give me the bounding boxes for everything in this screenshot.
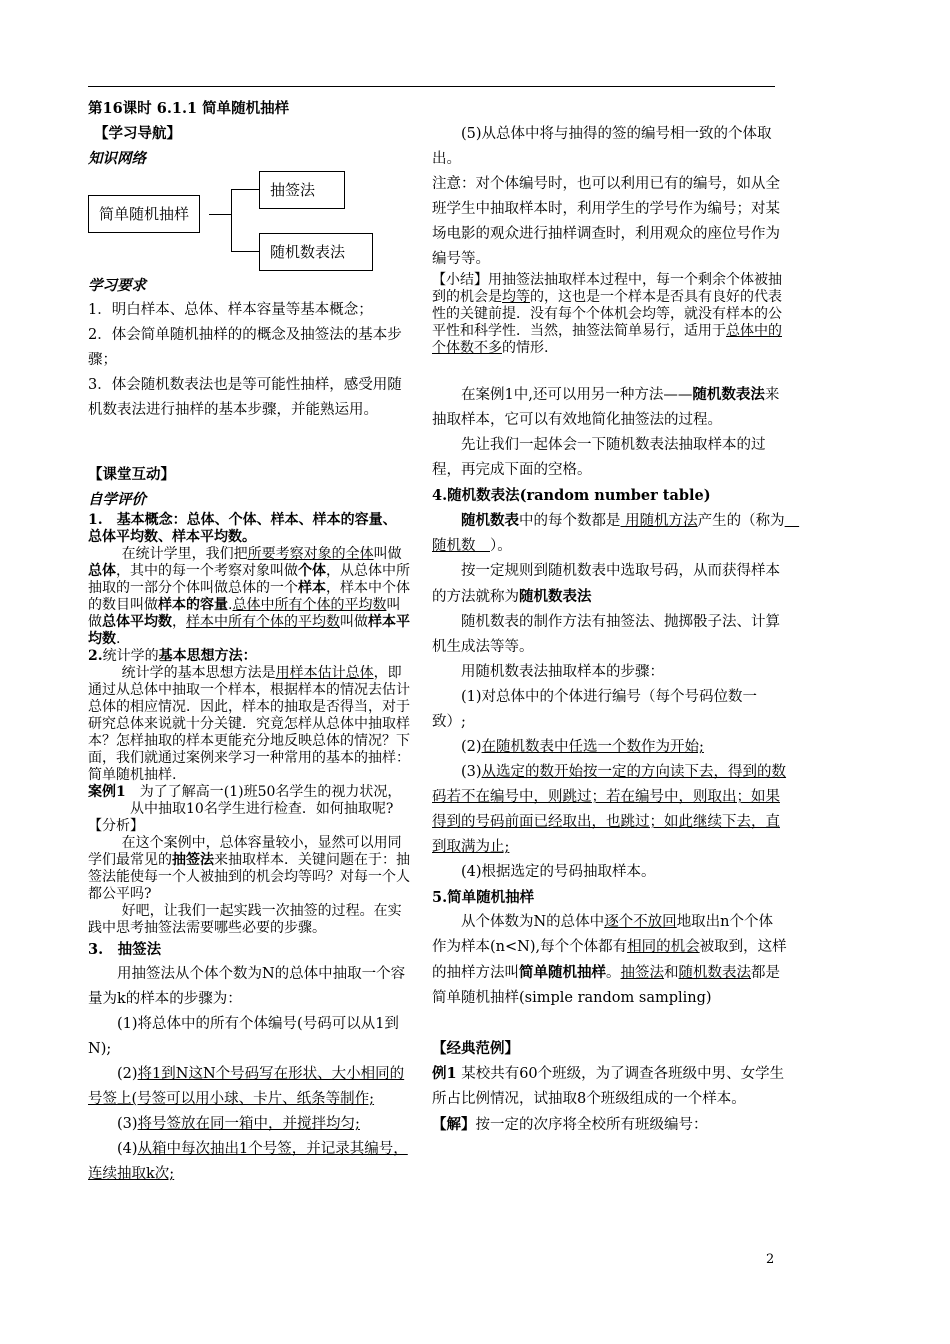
diagram-connector (209, 214, 231, 215)
random-table-step-4: (4)根据选定的号码抽取样本。 (461, 864, 656, 880)
note-paragraph: 注意：对个体编号时，也可以利用已有的编号，如从全班学生中抽取样本时，利用学生的学号作为编号；对某场电影的观众进行抽样调查时，利用观众的座位号作为编号等。 (432, 176, 780, 267)
random-table-step-2: (2)在随机数表中任选一个数作为开始; (461, 739, 704, 755)
learning-requirements-heading: 学习要求 (88, 277, 146, 294)
random-table-step-3: (3)从选定的数开始按一定的方向读下去，得到的数码若不在编号中，则跳过；若在编号中，则取出；如果得到的号码前面已经取出，也跳过；如此继续下去，直到取满为止; (432, 764, 787, 855)
knowledge-network-heading: 知识网络 (88, 150, 146, 167)
concept-paragraph: 在统计学里，我们把所要考察对象的全体叫做总体，其中的每一个考察对象叫做个体，从总体中所抽取的一部分个体叫做总体的一个样本，样本中个体的数目叫做样本的容量.总体中所有个体的平均数叫做总体平均数，样本中所有个体的平均数叫做样本平均数. (88, 546, 410, 647)
requirement-item: 2．体会简单随机抽样的的概念及抽签法的基本步骤； (88, 327, 402, 368)
example-1: 例1 某校共有60个班级，为了调查各班级中男、女学生所占比例情况，试抽取8个班级组成的一个样本。 (432, 1065, 785, 1107)
summary-paragraph: 【小结】用抽签法抽取样本过程中，每一个剩余个体被抽到的机会是均等的，这也是一个样本是否具有良好的代表性的关键前提．没有每个个体机会均等，就没有样本的公平性和科学性．当然，抽签法简单易行，适用于总体中的个体数不多的情形. (432, 272, 782, 356)
random-table-first: 先让我们一起体会一下随机数表法抽取样本的过程，再完成下面的空格。 (432, 437, 766, 478)
random-table-definition: 随机数表中的每个数都是 用随机方法产生的（称为 随机数 ）。 (432, 512, 800, 554)
requirement-item: 1．明白样本、总体、样本容量等基本概念； (88, 302, 373, 318)
solution-paragraph: 【解】按一定的次序将全校所有班级编号： (432, 1116, 708, 1133)
concept-heading (88, 512, 410, 546)
analysis-heading: 【分析】 (88, 818, 144, 834)
page-number: 2 (766, 1252, 775, 1267)
requirement-item: 3．体会随机数表法也是等可能性抽样，感受用随机数表法进行抽样的基本步骤，并能熟运用。 (88, 377, 402, 418)
srs-heading: 5.简单随机抽样 (432, 889, 535, 906)
idea-paragraph: 统计学的基本思想方法是用样本估计总体，即通过从总体中抽取一个样本，根据样本的情况去估计总体的相应情况．因此，样本的抽取是否得当，对于研究总体来说就十分关键．究竟怎样从总体中抽取样本？怎样抽取的样本更能充分地反映总体的情况？下面，我们就通过案例来学习一种常用的基本的抽样：简单随机抽样. (88, 665, 410, 783)
idea-heading: 2.统计学的基本思想方法： (88, 648, 257, 664)
header-rule (88, 86, 775, 87)
lottery-step-4: (4)从箱中每次抽出1个号签，并记录其编号，连续抽取k次; (88, 1141, 408, 1182)
lottery-step-1: (1)将总体中的所有个体编号(号码可以从1到N); (88, 1016, 399, 1057)
diagram-branch-lottery: 抽签法 (259, 171, 345, 209)
diagram-branch-random-table: 随机数表法 (259, 233, 373, 271)
diagram-connector (231, 189, 259, 190)
analysis-paragraph: 在这个案例中，总体容量较小，显然可以用同学们最常见的抽签法来抽取样本．关键问题在于：抽签法能使每一个人被抽到的机会均等吗？对每一个人都公平吗? (88, 835, 410, 902)
random-table-heading: 4.随机数表法(random number table) (432, 487, 711, 504)
lottery-step-3: (3)将号签放在同一箱中，并搅拌均匀; (117, 1116, 360, 1132)
lottery-step-5: (5)从总体中将与抽得的签的编号相一致的个体取出。 (432, 126, 772, 167)
lottery-heading: 3. 抽签法 (88, 941, 162, 958)
random-table-step-1: (1)对总体中的个体进行编号（每个号码位数一致）; (432, 689, 758, 730)
lottery-step-2: (2)将1到N这N个号码写在形状、大小相同的号签上(号签可以用小球、卡片、纸条等制作; (88, 1066, 405, 1107)
random-table-intro: 在案例1中,还可以用另一种方法——随机数表法来抽取样本，它可以有效地简化抽签法的过程。 (432, 386, 780, 428)
concept-heading-text: 1. 基本概念：总体、个体、样本、样本的容量、总体平均数、样本平均数。 (88, 512, 397, 545)
diagram-connector (231, 189, 232, 251)
right-column (432, 122, 800, 1138)
self-eval-heading: 自学评价 (88, 491, 146, 508)
knowledge-diagram (88, 175, 410, 271)
analysis-paragraph: 好吧，让我们一起实践一次抽签的过程。在实践中思考抽签法需要哪些必要的步骤。 (88, 903, 402, 936)
random-table-making: 随机数表的制作方法有抽签法、抛掷骰子法、计算机生成法等等。 (432, 614, 780, 655)
diagram-root-box: 简单随机抽样 (88, 195, 200, 233)
diagram-connector (231, 251, 259, 252)
random-table-steps-intro: 用随机数表法抽取样本的步骤： (461, 664, 664, 680)
random-table-method: 按一定规则到随机数表中选取号码，从而获得样本的方法就称为随机数表法 (432, 563, 780, 605)
lottery-intro: 用抽签法从个体个数为N的总体中抽取一个容量为k的样本的步骤为： (88, 966, 406, 1007)
page-title: 第16课时 6.1.1 简单随机抽样 (88, 100, 290, 117)
srs-paragraph: 从个体数为N的总体中逐个不放回地取出n个个体作为样本(n<N),每个个体都有相同的机会被取到，这样的抽样方法叫简单随机抽样。抽签法和随机数表法都是简单随机抽样(simple random sampling) (432, 914, 787, 1006)
section-class-heading: 【课堂互动】 (88, 466, 175, 483)
examples-heading: 【经典范例】 (432, 1040, 519, 1057)
section-guide-heading: 【学习导航】 (94, 125, 181, 142)
left-column (88, 96, 410, 1187)
case1-paragraph: 案例1 为了了解高一(1)班50名学生的视力状况，从中抽取10名学生进行检查．如何抽取呢? (88, 784, 402, 817)
